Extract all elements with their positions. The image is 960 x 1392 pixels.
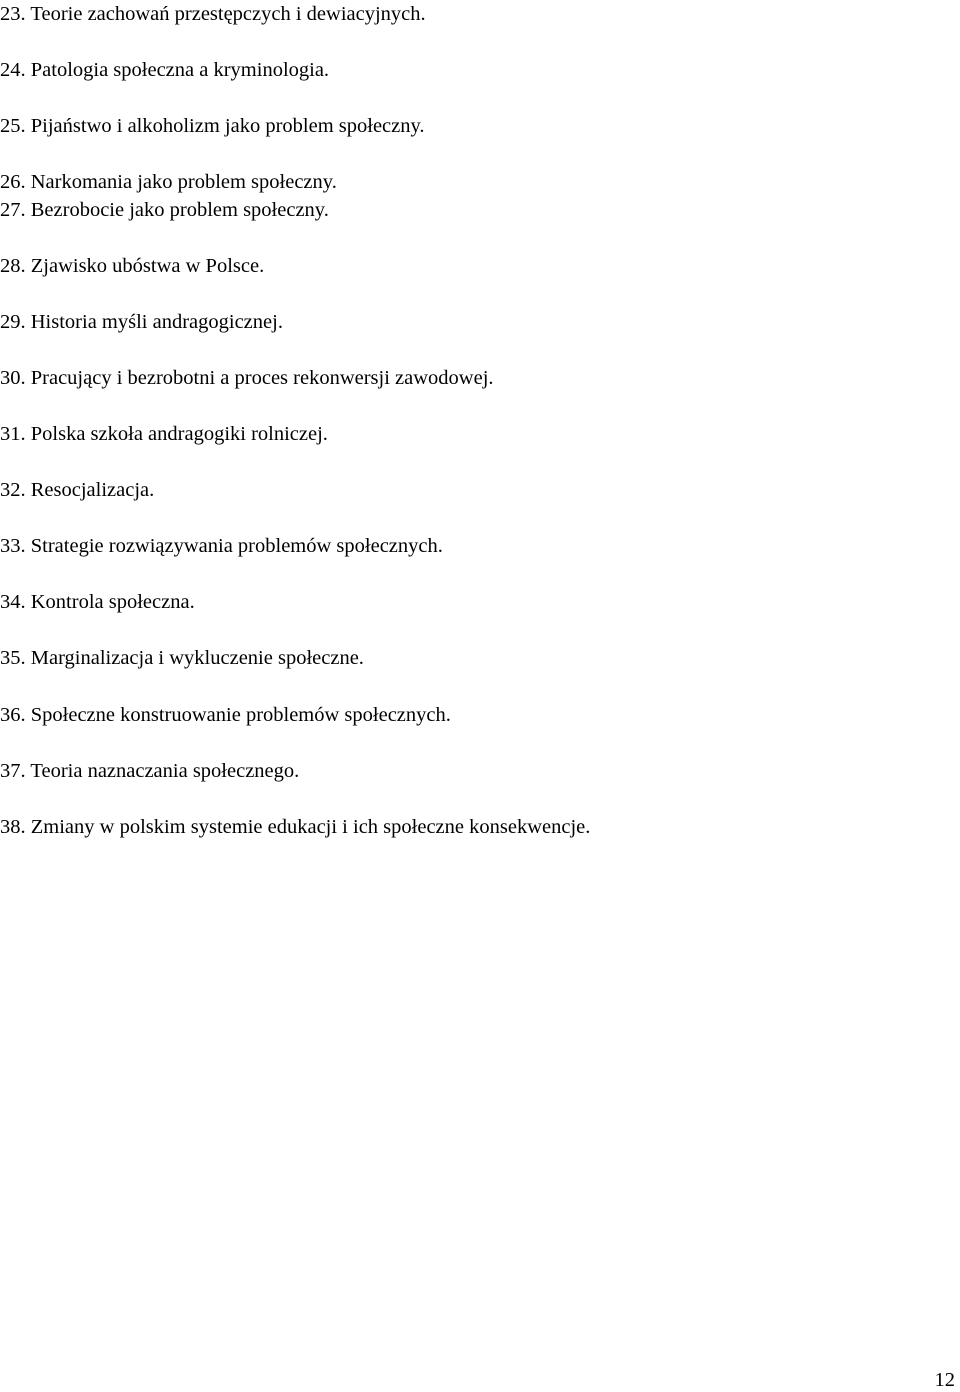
list-item: 38. Zmiany w polskim systemie edukacji i ich społeczne konsekwencje. (0, 816, 591, 838)
list-item: 33. Strategie rozwiązywania problemów społecznych. (0, 535, 443, 557)
list-item: 32. Resocjalizacja. (0, 479, 155, 501)
list-item: 35. Marginalizacja i wykluczenie społeczne. (0, 647, 364, 669)
list-item: 27. Bezrobocie jako problem społeczny. (0, 199, 329, 221)
list-item: 23. Teorie zachowań przestępczych i dewiacyjnych. (0, 3, 426, 25)
list-item: 24. Patologia społeczna a kryminologia. (0, 59, 330, 81)
list-item: 26. Narkomania jako problem społeczny. (0, 171, 337, 193)
list-item: 28. Zjawisko ubóstwa w Polsce. (0, 255, 265, 277)
list-item: 36. Społeczne konstruowanie problemów społecznych. (0, 704, 451, 726)
list-item: 34. Kontrola społeczna. (0, 591, 195, 613)
list-item: 29. Historia myśli andragogicznej. (0, 311, 283, 333)
list-item: 25. Pijaństwo i alkoholizm jako problem społeczny. (0, 115, 425, 137)
list-item: 31. Polska szkoła andragogiki rolniczej. (0, 423, 328, 445)
list-item: 37. Teoria naznaczania społecznego. (0, 760, 300, 782)
page-number: 12 (934, 1369, 955, 1391)
list-item: 30. Pracujący i bezrobotni a proces rekonwersji zawodowej. (0, 367, 494, 389)
